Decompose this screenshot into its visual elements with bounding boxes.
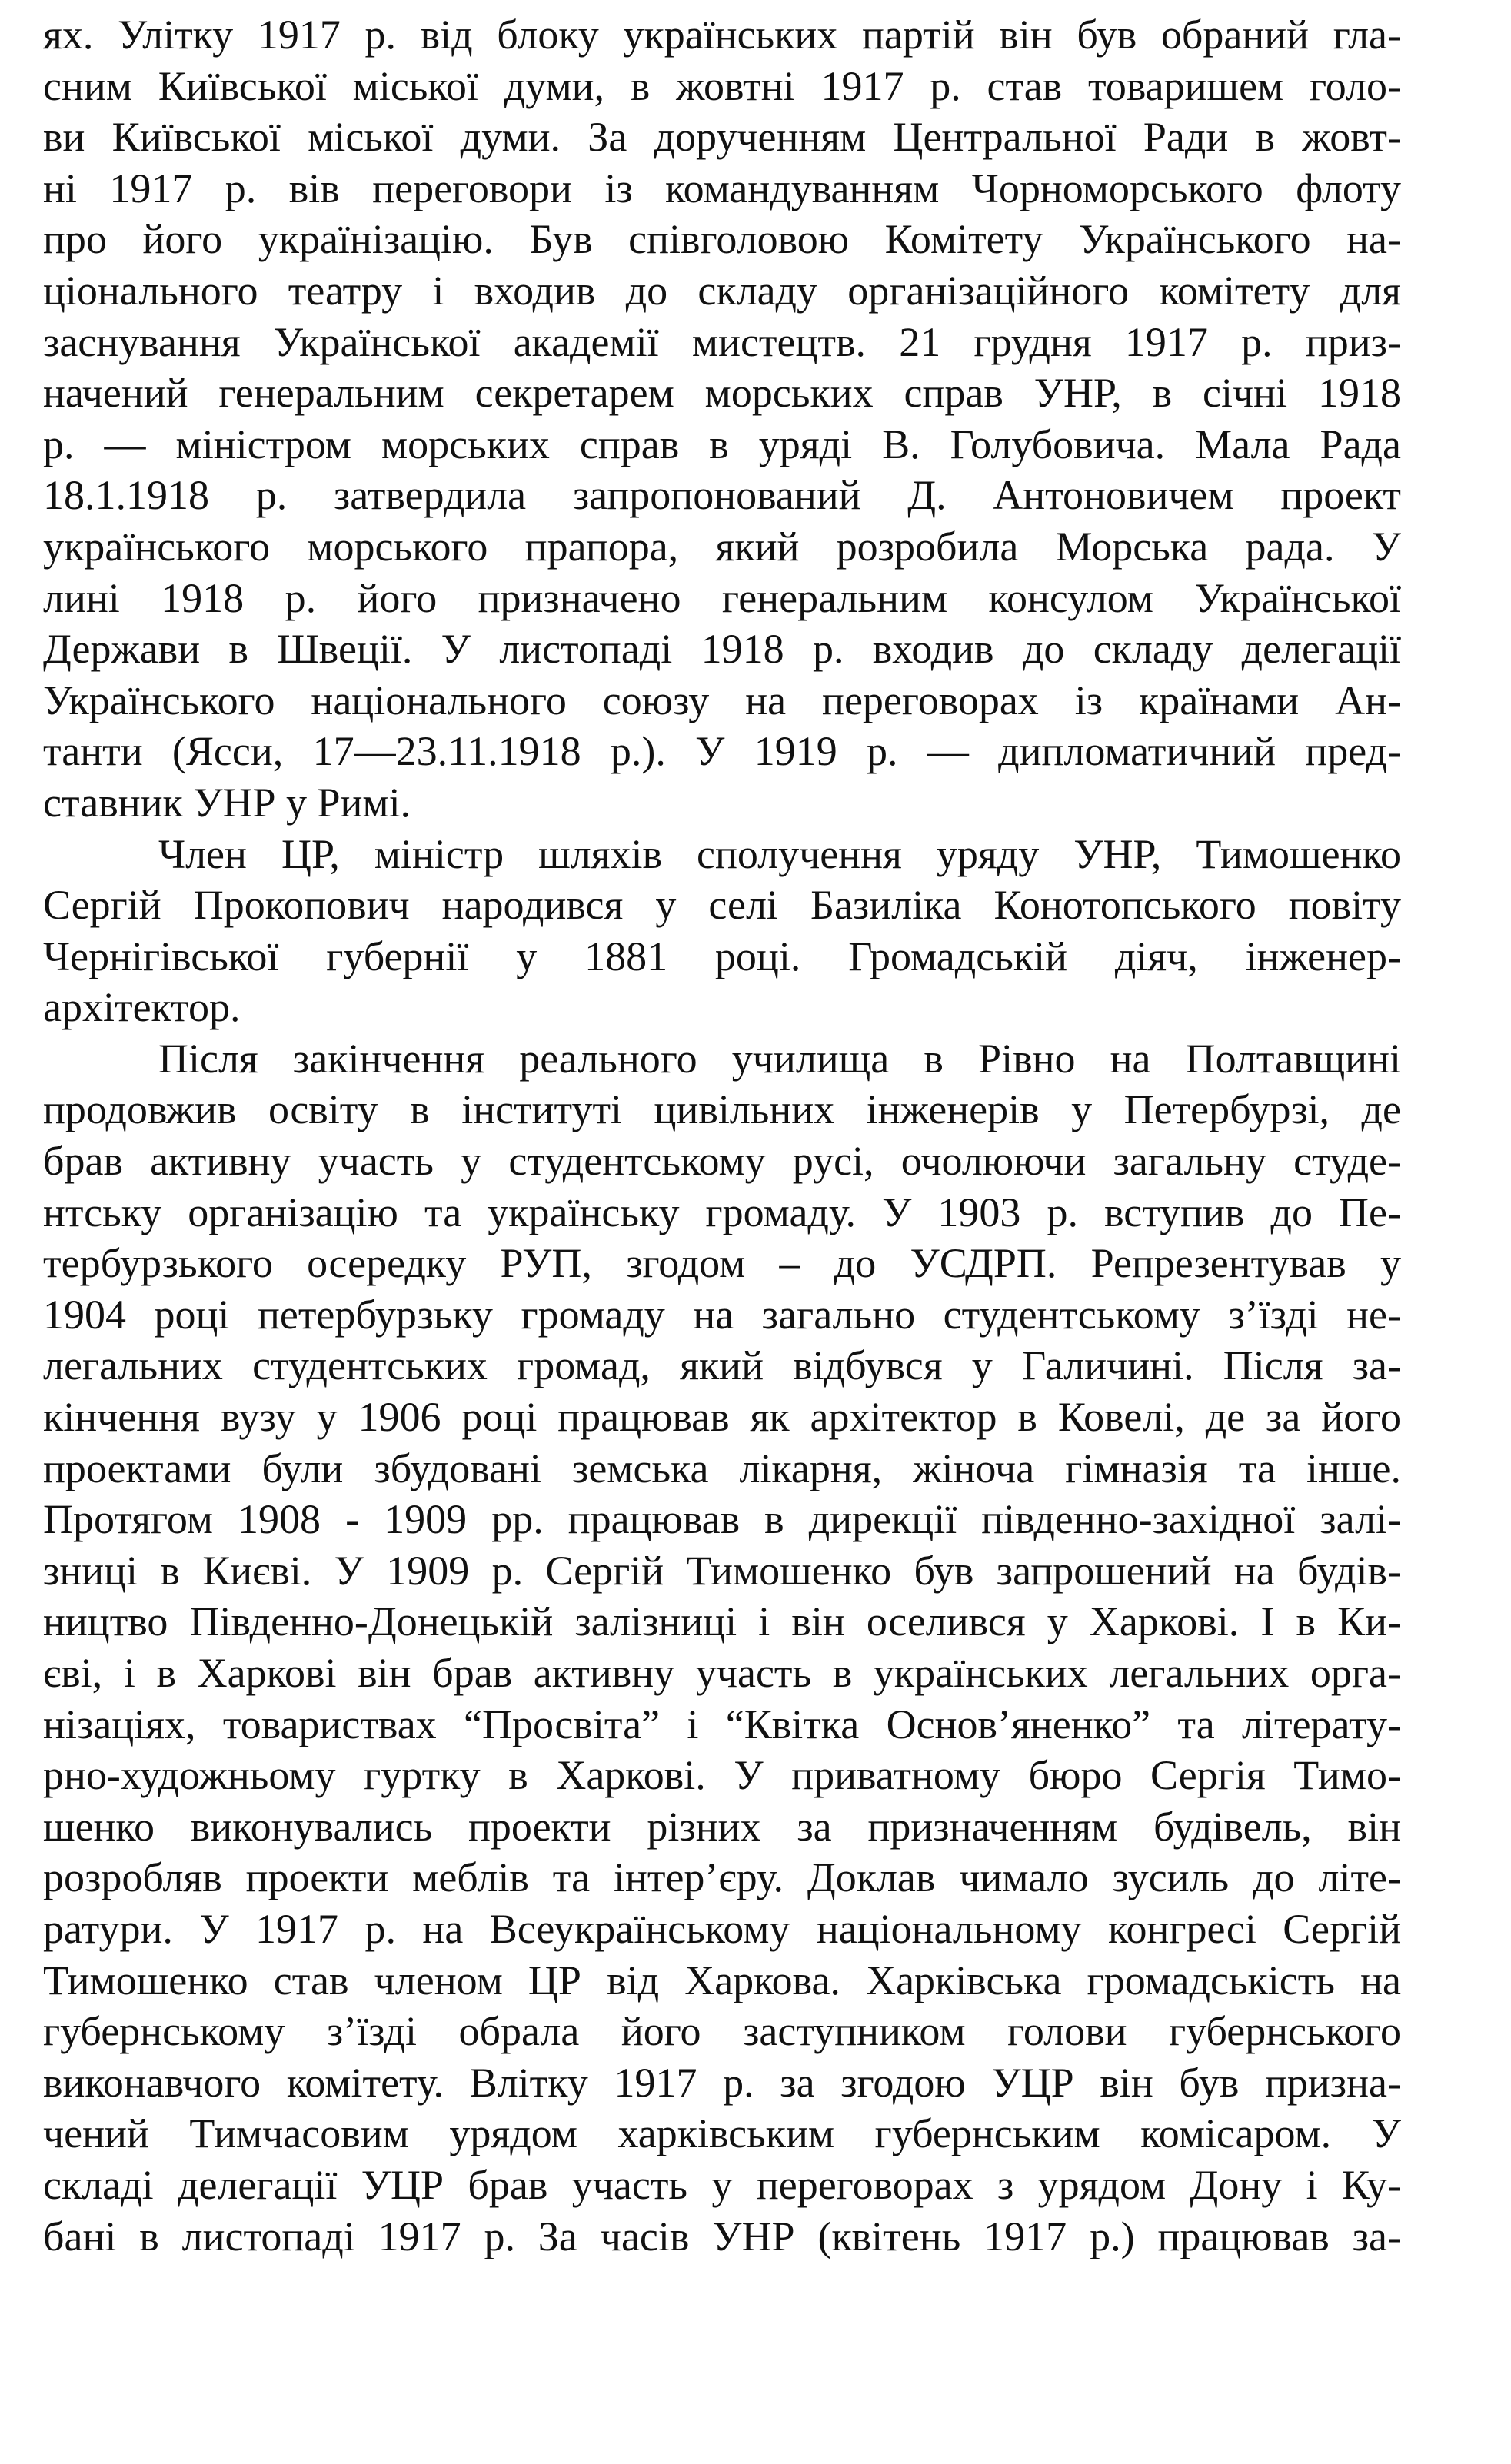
text-line: шенко виконувались проекти різних за призначенням будівель, він [43, 1803, 1401, 1850]
text-line: Тимошенко став членом ЦР від Харкова. Харківська громадськість на [43, 1957, 1401, 2003]
text-line: ництво Південно-Донецькій залізниці і він оселився у Харкові. І в Ки- [43, 1598, 1401, 1645]
text-line: Держави в Швеції. У листопаді 1918 р. входив до складу делегації [43, 626, 1401, 673]
text-line: тербурзького осередку РУП, згодом – до УСДРП. Репрезентував у [43, 1240, 1401, 1287]
text-line: єві, і в Харкові він брав активну участь в українських легальних орга- [43, 1650, 1401, 1696]
paragraph-3 [43, 1033, 1401, 2262]
text-line: Сергій Прокопович народився у селі Базиліка Конотопського повіту [43, 882, 1401, 929]
text-line: Українського національного союзу на переговорах із країнами Ан- [43, 677, 1401, 723]
text-line: ях. Улітку 1917 р. від блоку українських партій він був обраний гла- [43, 12, 1401, 58]
text-line: ні 1917 р. вів переговори із командуванням Чорноморського флоту [43, 165, 1401, 211]
text-line: складі делегації УЦР брав участь у переговорах з урядом Дону і Ку- [43, 2161, 1401, 2208]
text-line: кінчення вузу у 1906 році працював як архітектор в Ковелі, де за його [43, 1394, 1401, 1441]
text-line: про його українізацію. Був співголовою Комітету Українського на- [43, 216, 1401, 263]
paragraph-1 [43, 9, 1401, 829]
text-line: Член ЦР, міністр шляхів сполучення уряду УНР, Тимошенко [158, 830, 1401, 877]
text-line: лині 1918 р. його призначено генеральним консулом Української [43, 574, 1401, 621]
text-line: Після закінчення реального училища в Рівно на Полтавщині [158, 1035, 1401, 1082]
text-line: сним Київської міської думи, в жовтні 1917 р. став товаришем голо- [43, 62, 1401, 109]
text-line: бані в листопаді 1917 р. За часів УНР (квітень 1917 р.) працював за- [43, 2213, 1401, 2259]
paragraph-2 [43, 829, 1401, 1033]
text-line: р. — міністром морських справ в уряді В. Голубовича. Мала Рада [43, 421, 1401, 467]
text-line: рно-художньому гуртку в Харкові. У приватному бюро Сергія Тимо- [43, 1752, 1401, 1799]
text-line: ціонального театру і входив до складу організаційного комітету для [43, 267, 1401, 314]
text-line: Протягом 1908 - 1909 рр. працював в дирекції південно-західної залі- [43, 1496, 1401, 1543]
text-line: ратури. У 1917 р. на Всеукраїнському національному конгресі Сергій [43, 1905, 1401, 1952]
text-line: архітектор. [43, 984, 241, 1031]
text-line: виконавчого комітету. Влітку 1917 р. за згодою УЦР він був призна- [43, 2059, 1401, 2106]
text-line: легальних студентських громад, який відбувся у Галичині. Після за- [43, 1342, 1401, 1389]
text-line: Чернігівської губернії у 1881 році. Громадській діяч, інженер- [43, 933, 1401, 979]
text-line: ви Київської міської думи. За дорученням Центральної Ради в жовт- [43, 114, 1401, 161]
text-line: 1904 році петербурзьку громаду на загально студентському з’їзді не- [43, 1291, 1401, 1338]
text-line: проектами були збудовані земська лікарня, жіноча гімназія та інше. [43, 1445, 1401, 1491]
text-line: заснування Української академії мистецтв. 21 грудня 1917 р. приз- [43, 318, 1401, 365]
text-line: начений генеральним секретарем морських справ УНР, в січні 1918 [43, 370, 1401, 417]
text-line: нізаціях, товариствах “Просвіта” і “Квітка Основ’яненко” та літерату- [43, 1701, 1401, 1747]
text-line: розробляв проекти меблів та інтер’єру. Доклав чимало зусиль до літе- [43, 1854, 1401, 1901]
text-line: продовжив освіту в інституті цивільних інженерів у Петербурзі, де [43, 1086, 1401, 1133]
text-line: ставник УНР у Римі. [43, 779, 411, 826]
text-line: чений Тимчасовим урядом харківським губернським комісаром. У [43, 2110, 1401, 2157]
text-line: 18.1.1918 р. затвердила запропонований Д. Антоновичем проект [43, 472, 1401, 519]
text-line: зниці в Києві. У 1909 р. Сергій Тимошенко був запрошений на будів- [43, 1547, 1401, 1594]
text-line: танти (Ясси, 17—23.11.1918 р.). У 1919 р. — дипломатичний пред- [43, 728, 1401, 775]
document-page [43, 9, 1401, 2262]
text-line: губернському з’їзді обрала його заступником голови губернського [43, 2008, 1401, 2055]
text-line: брав активну участь у студентському русі, очолюючи загальну студе- [43, 1138, 1401, 1185]
text-line: нтську організацію та українську громаду. У 1903 р. вступив до Пе- [43, 1189, 1401, 1235]
text-line: українського морського прапора, який розробила Морська рада. У [43, 523, 1401, 570]
